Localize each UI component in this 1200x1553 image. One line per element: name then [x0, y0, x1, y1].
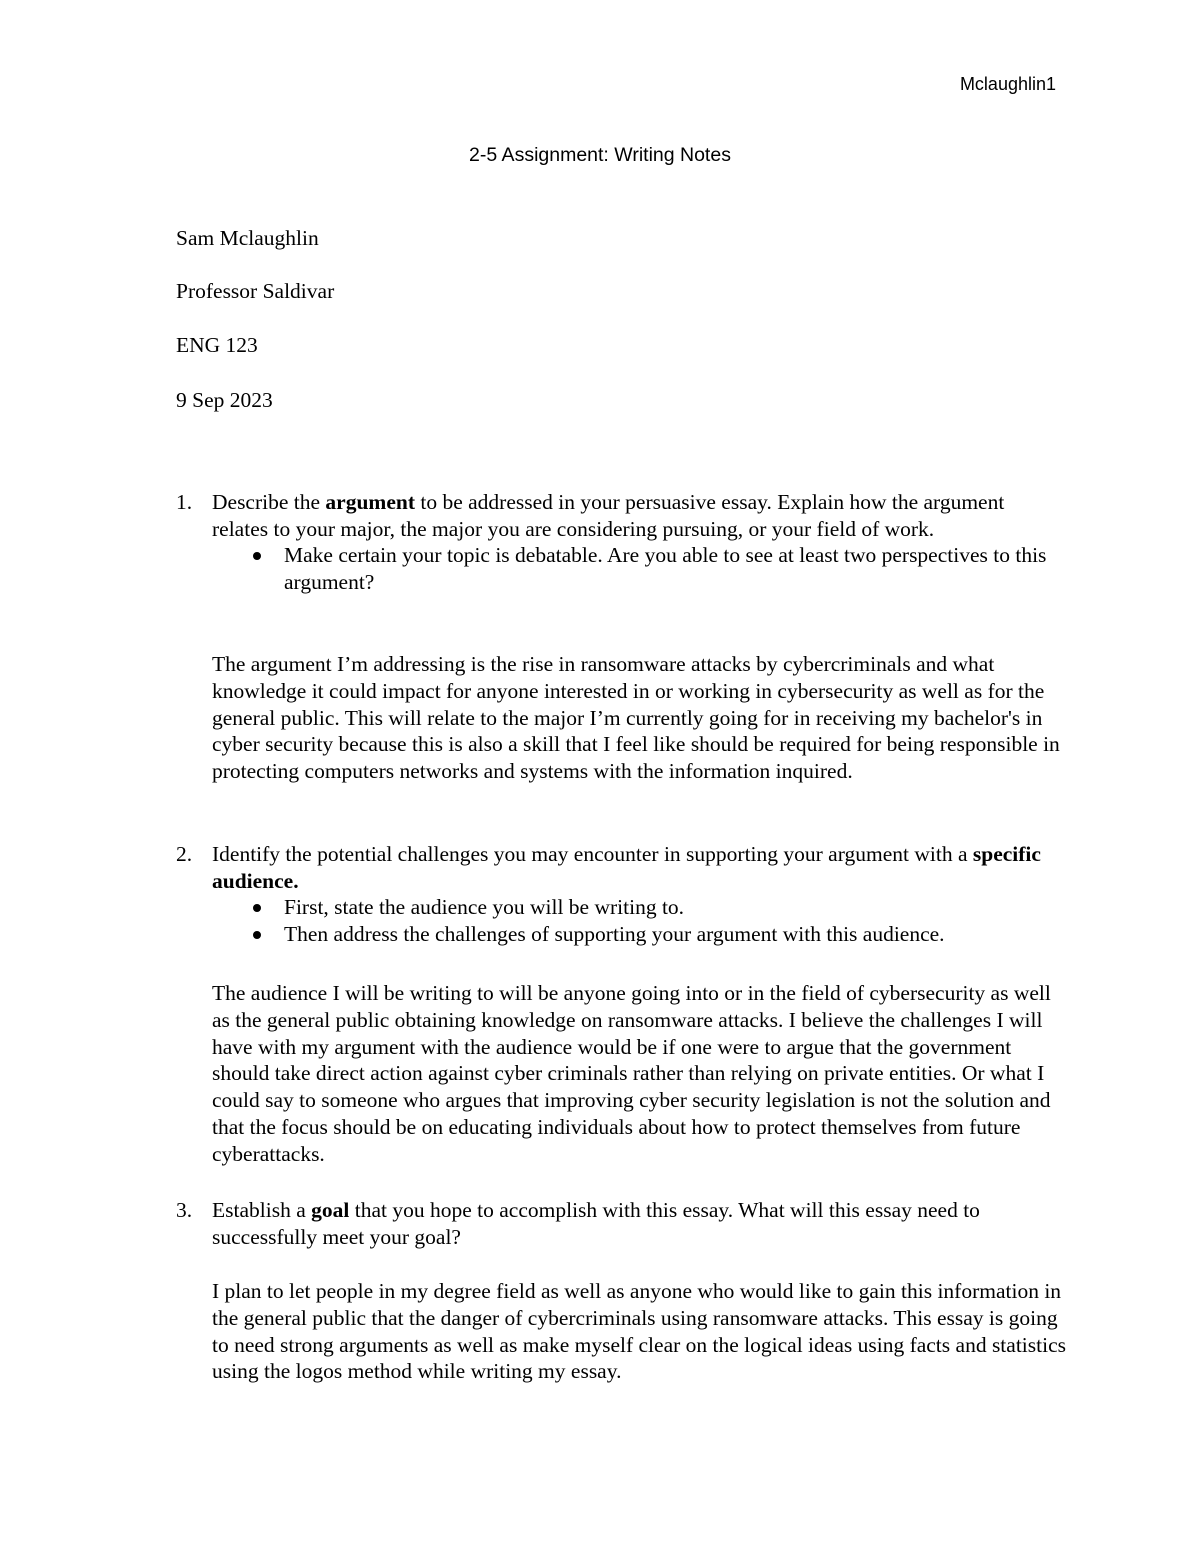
question-bold: goal: [311, 1198, 350, 1222]
question-2: [176, 841, 1056, 947]
assignment-date: 9 Sep 2023: [176, 388, 273, 412]
question-prefix: Establish a: [212, 1198, 312, 1222]
bullet-dot-icon: [253, 552, 261, 560]
page-header-label: Mclaughlin1: [959, 74, 1056, 94]
question-number: 1.: [176, 490, 193, 514]
answer-1: The argument I’m addressing is the rise in ransomware attacks by cybercriminals and what knowledge it could impact for anyone interested in or working in cybersecurity as well as for the general public. This will relate to the major I’m currently going for in receiving my bachelor's in cyber security because this is also a skill that I feel like should be required for being responsible in protecting computers networks and systems with the information inquired.: [212, 652, 1060, 784]
course-code: ENG 123: [176, 333, 258, 357]
bullet-text: Make certain your topic is debatable. Are you able to see at least two perspectives to this argument?: [284, 543, 1047, 594]
question-text: [212, 841, 1056, 894]
question-prefix: Describe the: [212, 490, 326, 514]
question-3: [176, 1197, 1056, 1250]
bullet-list: [248, 542, 1056, 595]
question-text: [212, 489, 1056, 542]
answer-2: The audience I will be writing to will be anyone going into or in the field of cybersecurity as well as the general public obtaining knowledge on ransomware attacks. I believe the challenges I will have with my argument with the audience would be if one were to argue that the government should take direct action against cyber criminals rather than relying on private entities. Or what I could say to someone who argues that improving cyber security legislation is not the solution and that the focus should be on educating individuals about how to protect themselves from future cyberattacks.: [212, 981, 1051, 1166]
question-number: 2.: [176, 842, 193, 866]
student-name: Sam Mclaughlin: [176, 226, 319, 250]
bullet-text: Then address the challenges of supporting your argument with this audience.: [284, 921, 945, 946]
bullet-text: First, state the audience you will be writing to.: [284, 895, 685, 919]
question-bold: specific audience.: [212, 842, 1041, 893]
question-bold: argument: [325, 490, 415, 514]
answer-3: I plan to let people in my degree field as well as anyone who would like to gain this information in the general public that the danger of cybercriminals using ransomware attacks. This essay is going to need strong arguments as well as make myself clear on the logical ideas using facts and statistics using the logos method while writing my essay.: [212, 1279, 1066, 1384]
question-text: [212, 1197, 1056, 1250]
question-suffix: to be addressed in your persuasive essay. Explain how the argument relates to your major, the major you are considering pursuing, or your field of work.: [212, 490, 1005, 541]
professor-name: Professor Saldivar: [176, 279, 335, 303]
bullet-dot-icon: [253, 904, 261, 912]
question-suffix: that you hope to accomplish with this essay. What will this essay need to successfully meet your goal?: [212, 1198, 980, 1249]
bullet-list: [248, 894, 1056, 947]
page-title: 2-5 Assignment: Writing Notes: [469, 144, 731, 166]
question-1: [176, 489, 1056, 595]
bullet-item: [248, 542, 1056, 595]
bullet-item: [248, 894, 1056, 921]
bullet-item: [248, 921, 1056, 948]
question-number: 3.: [176, 1198, 193, 1222]
question-prefix: Identify the potential challenges you may encounter in supporting your argument with a: [212, 842, 973, 866]
bullet-dot-icon: [253, 931, 261, 939]
